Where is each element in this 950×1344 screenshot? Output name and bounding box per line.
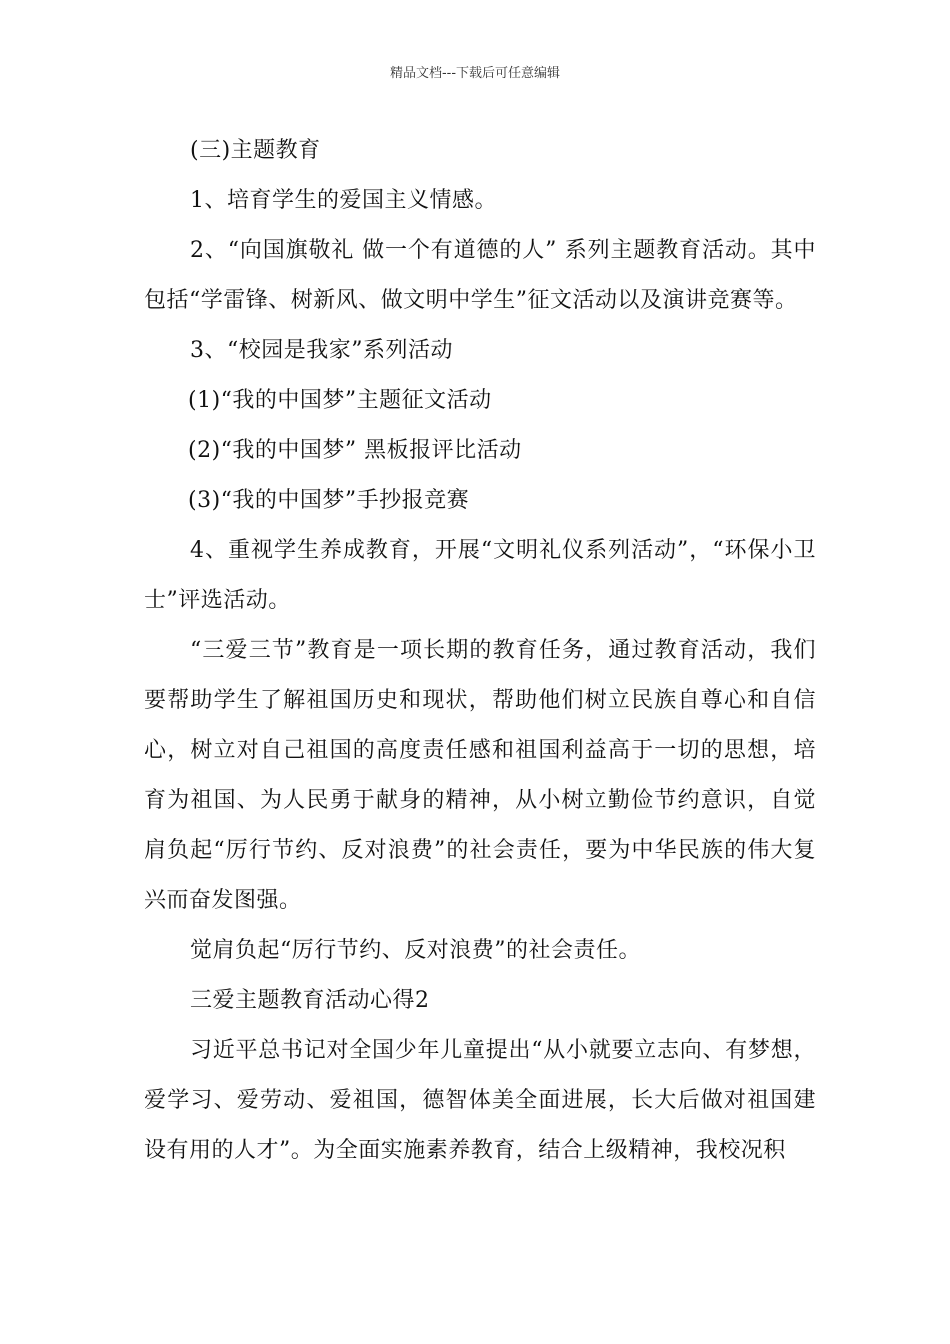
paragraph-item-1: 1、培育学生的爱国主义情感。	[190, 188, 497, 213]
paragraph-item-4: 4、重视学生养成教育，开展“文明礼仪系列活动”，“环保小卫士”评选活动。	[144, 538, 816, 613]
paragraph-item-2: 2、“向国旗敬礼 做一个有道德的人” 系列主题教育活动。其中包括“学雷锋、树新风、做文明中学生”征文活动以及演讲竞赛等。	[144, 238, 816, 313]
paragraph-subitem-3: (3)“我的中国梦”手抄报竞赛	[188, 488, 470, 513]
paragraph-item-3: 3、“校园是我家”系列活动	[190, 338, 453, 363]
paragraph-intro-2: 习近平总书记对全国少年儿童提出“从小就要立志向、有梦想，爱学习、爱劳动、爱祖国，德智体美全面进展，长大后做对祖国建设有用的人才”。为全面实施素养教育，结合上级精神，我校况积	[144, 1038, 816, 1163]
paragraph-subitem-1: (1)“我的中国梦”主题征文活动	[188, 388, 492, 413]
document-body	[144, 126, 816, 1176]
section-heading: (三)主题教育	[190, 138, 321, 163]
paragraph-subitem-2: (2)“我的中国梦” 黑板报评比活动	[188, 438, 522, 463]
paragraph-repeat-line: 觉肩负起“厉行节约、反对浪费”的社会责任。	[190, 938, 641, 963]
page-header: 精品文档---下载后可任意编辑	[389, 66, 561, 81]
paragraph-summary: “三爱三节”教育是一项长期的教育任务，通过教育活动，我们要帮助学生了解祖国历史和现状，帮助他们树立民族自尊心和自信心，树立对自己祖国的高度责任感和祖国利益高于一切的思想，培育为祖国、为人民勇于献身的精神，从小树立勤俭节约意识，自觉肩负起“厉行节约、反对浪费”的社会责任，要为中华民族的伟大复兴而奋发图强。	[144, 638, 816, 913]
section-title-2: 三爱主题教育活动心得2	[190, 988, 430, 1013]
